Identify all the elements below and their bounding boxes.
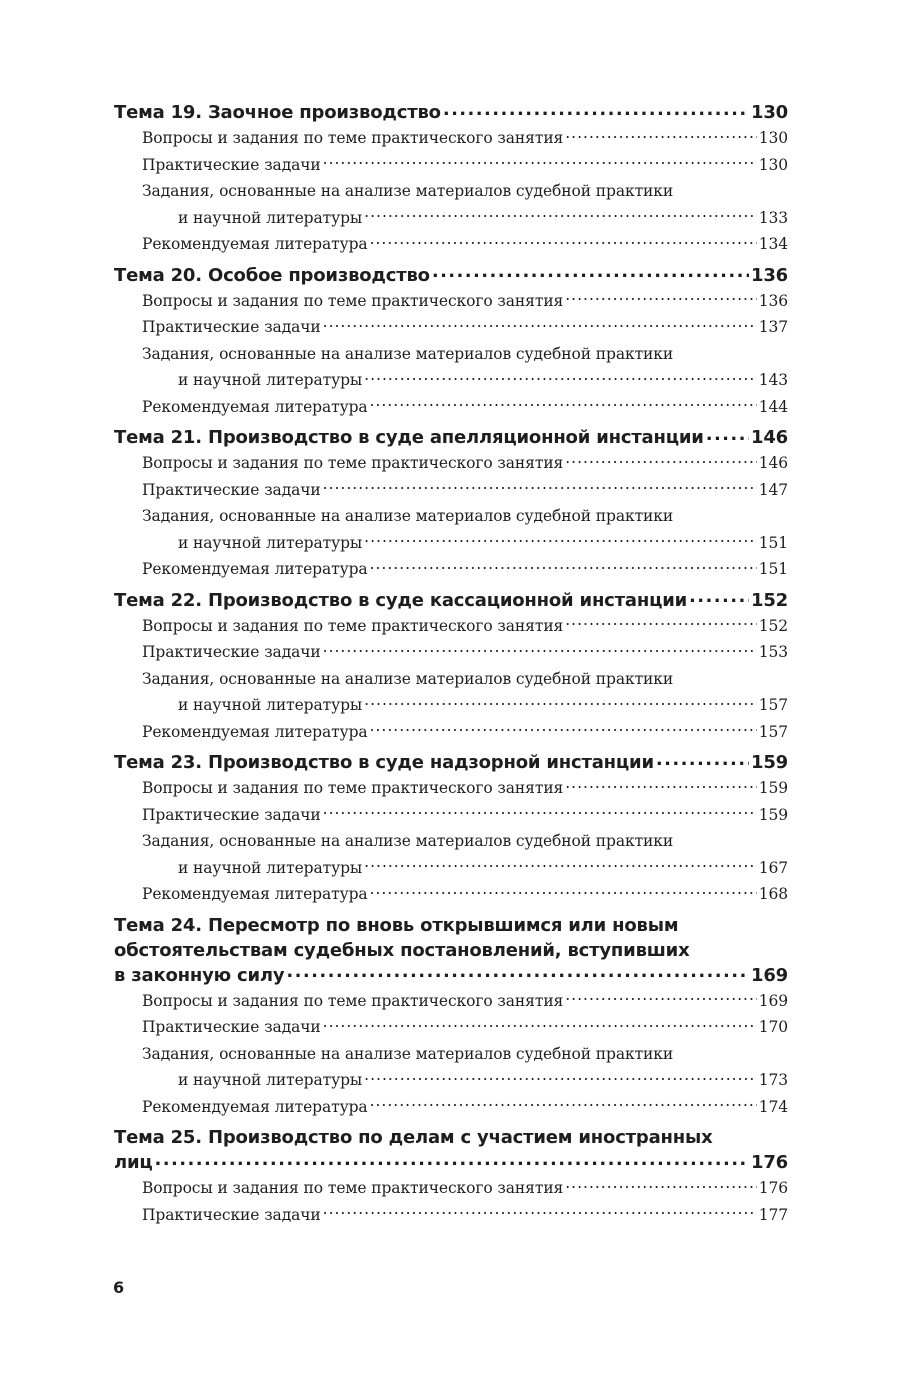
- toc-section-entry[interactable]: [114, 288, 788, 315]
- chapter-page-number: 146: [751, 427, 788, 448]
- section-title: Рекомендуемая литература: [142, 235, 368, 253]
- chapter-page-number: 130: [751, 102, 788, 123]
- dot-leader: [323, 1017, 757, 1033]
- toc-section-entry[interactable]: [114, 802, 788, 829]
- section-title-line: Задания, основанные на анализе материалов судебной практики: [142, 182, 674, 200]
- section-page-number: 136: [758, 291, 788, 310]
- section-title: Вопросы и задания по теме практического занятия: [142, 779, 564, 797]
- chapter-heading[interactable]: [114, 588, 788, 613]
- section-title-line: Задания, основанные на анализе материалов судебной практики: [142, 669, 674, 688]
- section-page-number: 133: [758, 208, 788, 227]
- dot-leader: [323, 317, 757, 333]
- section-page-number: 157: [758, 722, 788, 741]
- section-page-number: 143: [758, 371, 788, 389]
- section-page-number: 176: [758, 1179, 788, 1197]
- section-title: Рекомендуемая литература: [142, 1097, 368, 1116]
- dot-leader: [565, 128, 756, 144]
- dot-leader: [364, 857, 757, 873]
- section-page-number: 137: [758, 318, 788, 336]
- section-title: Вопросы и задания по теме практического занятия: [142, 454, 564, 472]
- chapter-title-line: Тема 23. Производство в суде надзорной инстанции: [114, 752, 654, 773]
- dot-leader: [370, 234, 757, 250]
- toc-chapter: [114, 263, 788, 421]
- toc-section-entry[interactable]: [114, 178, 788, 231]
- section-title: Практические задачи: [142, 155, 321, 174]
- section-page-number: 130: [758, 155, 788, 174]
- dot-leader: [370, 884, 757, 900]
- section-page-number: 174: [758, 1097, 788, 1116]
- section-title: Практические задачи: [142, 480, 321, 499]
- section-page-number: 147: [758, 480, 788, 499]
- dot-leader: [370, 721, 757, 737]
- dot-leader: [364, 1070, 757, 1086]
- section-title: Практические задачи: [142, 1205, 321, 1224]
- section-title: Рекомендуемая литература: [142, 397, 368, 416]
- section-title: Практические задачи: [142, 643, 321, 661]
- section-page-number: 169: [758, 991, 788, 1010]
- dot-leader: [565, 615, 756, 631]
- section-page-number: 170: [758, 1018, 788, 1036]
- toc-section-entry[interactable]: [114, 556, 788, 583]
- section-title: Рекомендуемая литература: [142, 885, 368, 903]
- toc-chapter: [114, 588, 788, 746]
- section-title-line: Задания, основанные на анализе материалов судебной практики: [142, 344, 674, 363]
- toc-section-entry[interactable]: [114, 881, 788, 908]
- toc-section-entry[interactable]: [114, 828, 788, 881]
- section-title-line: Задания, основанные на анализе материалов судебной практики: [142, 1044, 674, 1063]
- toc-section-entry[interactable]: [114, 1094, 788, 1121]
- toc-section-entry[interactable]: [114, 1175, 788, 1202]
- toc-chapter: [114, 913, 788, 1121]
- section-title: Практические задачи: [142, 1018, 321, 1036]
- toc-section-entry[interactable]: [114, 341, 788, 394]
- section-title: Вопросы и задания по теме практического занятия: [142, 1179, 564, 1197]
- section-title: Вопросы и задания по теме практического занятия: [142, 991, 564, 1010]
- toc-section-entry[interactable]: [114, 125, 788, 152]
- dot-leader: [706, 425, 749, 443]
- section-title: и научной литературы: [178, 1071, 363, 1089]
- dot-leader: [323, 804, 757, 820]
- section-page-number: 173: [758, 1071, 788, 1089]
- dot-leader: [565, 778, 756, 794]
- dot-leader: [370, 396, 757, 412]
- dot-leader: [155, 1150, 749, 1168]
- toc-chapter: [114, 750, 788, 908]
- chapter-page-number: 176: [751, 1152, 788, 1173]
- chapter-heading[interactable]: [114, 913, 788, 988]
- dot-leader: [565, 290, 756, 306]
- toc-section-entry[interactable]: [114, 775, 788, 802]
- dot-leader: [364, 695, 757, 711]
- chapter-title-line: лиц: [114, 1152, 153, 1173]
- section-page-number: 130: [758, 129, 788, 147]
- section-page-number: 153: [758, 643, 788, 661]
- toc-section-entry[interactable]: [114, 666, 788, 719]
- chapter-title-line: в законную силу: [114, 964, 285, 986]
- section-page-number: 151: [758, 533, 788, 552]
- section-title: Рекомендуемая литература: [142, 560, 368, 578]
- toc-section-entry[interactable]: [114, 613, 788, 640]
- dot-leader: [323, 154, 757, 170]
- dot-leader: [323, 1204, 757, 1220]
- dot-leader: [323, 642, 757, 658]
- toc-chapter: [114, 1125, 788, 1228]
- chapter-heading[interactable]: [114, 263, 788, 288]
- dot-leader: [370, 1096, 757, 1112]
- toc-section-entry[interactable]: [114, 152, 788, 179]
- chapter-page-number: 159: [751, 752, 788, 773]
- toc-section-entry[interactable]: [114, 231, 788, 258]
- toc-section-entry[interactable]: [114, 719, 788, 746]
- section-page-number: 159: [758, 779, 788, 797]
- dot-leader: [370, 559, 757, 575]
- chapter-title-line: Тема 20. Особое производство: [114, 264, 430, 286]
- chapter-title-line: Тема 22. Производство в суде кассационной инстанции: [114, 589, 688, 611]
- chapter-heading[interactable]: [114, 750, 788, 775]
- section-title: Вопросы и задания по теме практического занятия: [142, 129, 564, 147]
- toc-section-entry[interactable]: [114, 394, 788, 421]
- chapter-page-number: 136: [751, 264, 788, 286]
- section-page-number: 134: [758, 235, 788, 253]
- dot-leader: [432, 263, 749, 281]
- dot-leader: [323, 479, 757, 495]
- section-title-line: Задания, основанные на анализе материалов судебной практики: [142, 832, 674, 850]
- dot-leader: [689, 588, 749, 606]
- chapter-title-line: Тема 25. Производство по делам с участием иностранных: [114, 1127, 713, 1148]
- toc-section-entry[interactable]: [114, 314, 788, 341]
- toc-section-entry[interactable]: [114, 988, 788, 1015]
- page-number: 6: [113, 1278, 125, 1297]
- section-page-number: 159: [758, 805, 788, 824]
- chapter-heading[interactable]: [114, 425, 788, 450]
- chapter-page-number: 152: [751, 589, 788, 611]
- dot-leader: [565, 453, 756, 469]
- section-title: Практические задачи: [142, 318, 321, 336]
- section-page-number: 167: [758, 858, 788, 877]
- section-title: и научной литературы: [178, 533, 363, 552]
- dot-leader: [364, 532, 757, 548]
- section-page-number: 152: [758, 616, 788, 635]
- section-page-number: 146: [758, 454, 788, 472]
- chapter-heading[interactable]: [114, 100, 788, 125]
- section-title: Вопросы и задания по теме практического занятия: [142, 291, 564, 310]
- section-title: и научной литературы: [178, 696, 363, 714]
- toc-section-entry[interactable]: [114, 1202, 788, 1229]
- dot-leader: [364, 207, 757, 223]
- toc-section-entry[interactable]: [114, 450, 788, 477]
- section-title: Вопросы и задания по теме практического занятия: [142, 616, 564, 635]
- toc-section-entry[interactable]: [114, 503, 788, 556]
- dot-leader: [443, 100, 749, 118]
- toc-section-entry[interactable]: [114, 1014, 788, 1041]
- section-page-number: 177: [758, 1205, 788, 1224]
- chapter-title-line: Тема 24. Пересмотр по вновь открывшимся или новым: [114, 914, 679, 936]
- section-title: и научной литературы: [178, 858, 363, 877]
- chapter-title-line: Тема 19. Заочное производство: [114, 102, 441, 123]
- dot-leader: [565, 990, 756, 1006]
- dot-leader: [656, 750, 749, 768]
- section-title: и научной литературы: [178, 208, 363, 227]
- toc-chapter: [114, 100, 788, 258]
- section-page-number: 168: [758, 885, 788, 903]
- chapter-title-line: обстоятельствам судебных постановлений, вступивших: [114, 939, 690, 961]
- chapter-page-number: 169: [751, 964, 788, 986]
- section-title: и научной литературы: [178, 371, 363, 389]
- table-of-contents: [114, 100, 788, 1233]
- toc-chapter: [114, 425, 788, 583]
- dot-leader: [565, 1178, 756, 1194]
- section-title: Практические задачи: [142, 805, 321, 824]
- section-title: Рекомендуемая литература: [142, 722, 368, 741]
- section-page-number: 151: [758, 560, 788, 578]
- chapter-heading[interactable]: [114, 1125, 788, 1175]
- chapter-title-line: Тема 21. Производство в суде апелляционной инстанции: [114, 427, 704, 448]
- section-page-number: 144: [758, 397, 788, 416]
- dot-leader: [364, 370, 757, 386]
- toc-section-entry[interactable]: [114, 477, 788, 504]
- section-page-number: 157: [758, 696, 788, 714]
- section-title-line: Задания, основанные на анализе материалов судебной практики: [142, 507, 674, 525]
- toc-section-entry[interactable]: [114, 1041, 788, 1094]
- dot-leader: [286, 963, 749, 981]
- toc-section-entry[interactable]: [114, 639, 788, 666]
